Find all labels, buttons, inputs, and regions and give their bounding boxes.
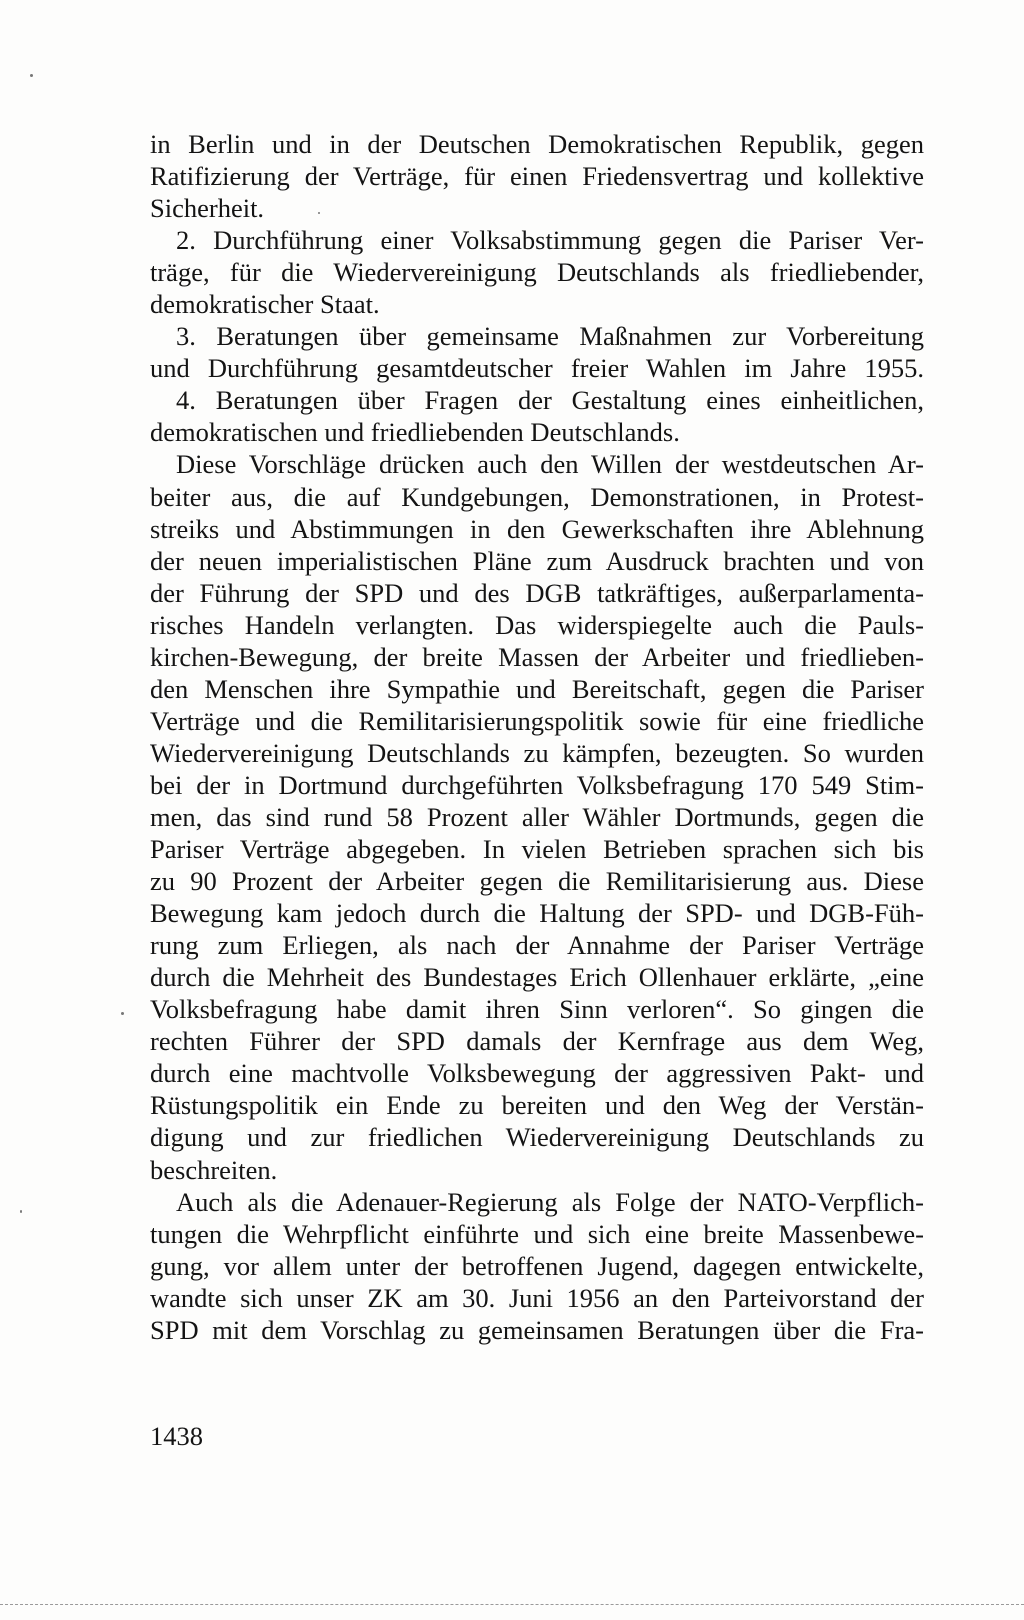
text-line: Ratifizierung der Verträge, für einen Friedensvertrag und kollektive	[150, 161, 924, 192]
page-number: 1438	[150, 1421, 203, 1451]
text-line: Pariser Verträge abgegeben. In vielen Betrieben sprachen sich bis	[150, 834, 924, 865]
text-line: Auch als die Adenauer-Regierung als Folge der NATO-Verpflich-	[176, 1186, 924, 1217]
text-line: streiks und Abstimmungen in den Gewerkschaften ihre Ablehnung	[150, 513, 924, 544]
text-line: tungen die Wehrpflicht einführte und sich eine breite Massenbewe-	[150, 1218, 924, 1249]
text-line: digung und zur friedlichen Wiedervereinigung Deutschlands zu	[150, 1122, 924, 1153]
text-line: Wiedervereinigung Deutschlands zu kämpfen, bezeugten. So wurden	[150, 737, 924, 768]
text-line: 2. Durchführung einer Volksabstimmung gegen die Pariser Ver-	[176, 225, 924, 256]
text-line: gung, vor allem unter der betroffenen Jugend, dagegen entwickelte,	[150, 1250, 924, 1281]
text-line: 3. Beratungen über gemeinsame Maßnahmen zur Vorbereitung	[176, 321, 924, 352]
text-line: Rüstungspolitik ein Ende zu bereiten und den Weg der Verstän-	[150, 1090, 924, 1121]
text-line: Bewegung kam jedoch durch die Haltung der SPD- und DGB-Füh-	[150, 898, 924, 929]
text-line: 4. Beratungen über Fragen der Gestaltung eines einheitlichen,	[176, 385, 924, 416]
text-line: rechten Führer der SPD damals der Kernfrage aus dem Weg,	[150, 1026, 924, 1057]
text-line: Sicherheit.	[150, 193, 265, 224]
text-line: Diese Vorschläge drücken auch den Willen der westdeutschen Ar-	[176, 449, 924, 480]
text-line: Volksbefragung habe damit ihren Sinn verloren“. So gingen die	[150, 994, 924, 1025]
text-line: beschreiten.	[150, 1154, 278, 1185]
text-line: zu 90 Prozent der Arbeiter gegen die Remilitarisierung aus. Diese	[150, 866, 924, 897]
text-line: demokratischer Staat.	[150, 289, 380, 320]
text-line: men, das sind rund 58 Prozent aller Wähler Dortmunds, gegen die	[150, 801, 924, 832]
text-line: durch die Mehrheit des Bundestages Erich Ollenhauer erklärte, „eine	[150, 962, 924, 993]
text-line: kirchen-Bewegung, der breite Massen der Arbeiter und friedlieben-	[150, 641, 924, 672]
text-line: und Durchführung gesamtdeutscher freier Wahlen im Jahre 1955.	[150, 353, 924, 384]
text-line: Verträge und die Remilitarisierungspolitik sowie für eine friedliche	[150, 705, 924, 736]
text-line: durch eine machtvolle Volksbewegung der aggressiven Pakt- und	[150, 1058, 924, 1089]
text-line: in Berlin und in der Deutschen Demokratischen Republik, gegen	[150, 129, 924, 159]
scan-edge-divider	[0, 1604, 1024, 1605]
text-line: der neuen imperialistischen Pläne zum Ausdruck brachten und von	[150, 545, 924, 576]
scan-speck	[20, 1210, 22, 1213]
text-line: den Menschen ihre Sympathie und Bereitschaft, gegen die Pariser	[150, 673, 924, 704]
text-line: träge, für die Wiedervereinigung Deutschlands als friedliebender,	[150, 257, 924, 288]
text-line: bei der in Dortmund durchgeführten Volksbefragung 170 549 Stim-	[150, 769, 924, 800]
text-line: risches Handeln verlangten. Das widerspiegelte auch die Pauls-	[150, 609, 924, 640]
scan-speck	[30, 74, 33, 77]
text-line: SPD mit dem Vorschlag zu gemeinsamen Beratungen über die Fra-	[150, 1314, 924, 1345]
scan-speck	[121, 1012, 124, 1015]
text-line: beiter aus, die auf Kundgebungen, Demonstrationen, in Protest-	[150, 481, 924, 512]
text-line: der Führung der SPD und des DGB tatkräftiges, außerparlamenta-	[150, 577, 924, 608]
text-line: rung zum Erliegen, als nach der Annahme der Pariser Verträge	[150, 930, 924, 961]
text-line: wandte sich unser ZK am 30. Juni 1956 an den Parteivorstand der	[150, 1282, 924, 1313]
text-line: demokratischen und friedliebenden Deutschlands.	[150, 417, 680, 448]
body-text	[150, 128, 924, 1346]
